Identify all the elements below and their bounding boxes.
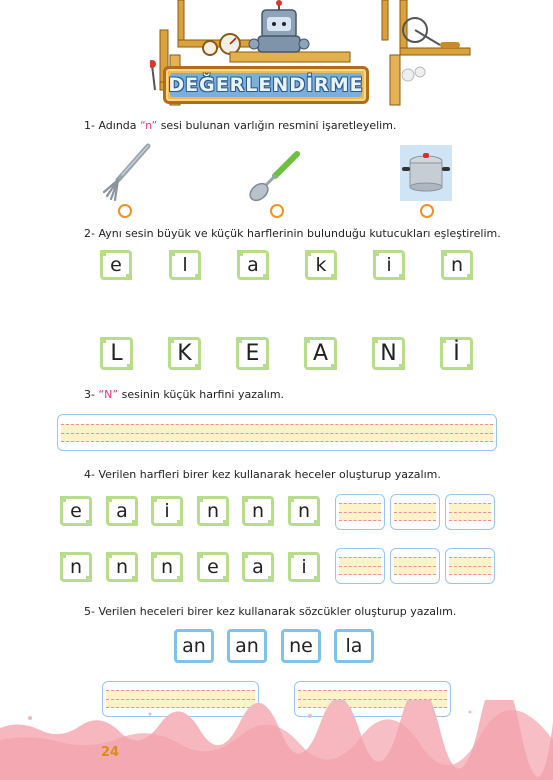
syllable-write-box[interactable]	[335, 548, 385, 584]
letter-box: n	[288, 496, 320, 526]
syllable-write-box[interactable]	[390, 548, 440, 584]
lowercase-box[interactable]: a	[237, 250, 269, 280]
question-4: 4- Verilen harfleri birer kez kullanarak heceler oluşturup yazalım.	[84, 468, 441, 481]
syllable-box: an	[227, 629, 267, 663]
question-1: 1- Adında “n” sesi bulunan varlığın resmini işaretleyelim.	[84, 119, 397, 132]
letter-box: n	[151, 552, 183, 582]
header-banner	[150, 0, 480, 108]
letter-box: e	[197, 552, 229, 582]
question-2: 2- Aynı sesin büyük ve küçük harflerinin bulunduğu kutucukları eşleştirelim.	[84, 227, 501, 240]
syllable-box: ne	[281, 629, 321, 663]
letter-box: e	[60, 496, 92, 526]
uppercase-box[interactable]: K	[168, 337, 201, 370]
letter-box: n	[242, 496, 274, 526]
lowercase-box[interactable]: k	[305, 250, 337, 280]
syllable-write-box[interactable]	[390, 494, 440, 530]
letter-box: n	[60, 552, 92, 582]
syllable-write-box[interactable]	[445, 494, 495, 530]
page-title: DEĞERLENDİRME	[168, 74, 364, 96]
question-5: 5- Verilen heceleri birer kez kullanarak sözcükler oluşturup yazalım.	[84, 605, 457, 618]
lowercase-box[interactable]: l	[169, 250, 201, 280]
question-3: 3- “N” sesinin küçük harfini yazalım.	[84, 388, 285, 401]
lowercase-box[interactable]: e	[100, 250, 132, 280]
letter-box: n	[106, 552, 138, 582]
syllable-box: la	[334, 629, 374, 663]
page-number: 24	[101, 745, 120, 760]
answer-circle-spoon[interactable]	[270, 204, 284, 218]
title-plate	[163, 66, 369, 104]
fork-icon	[96, 142, 154, 204]
uppercase-box[interactable]: İ	[440, 337, 473, 370]
letter-box: i	[288, 552, 320, 582]
writing-line-q3[interactable]	[57, 414, 497, 451]
uppercase-box[interactable]: A	[304, 337, 337, 370]
uppercase-box[interactable]: E	[236, 337, 269, 370]
answer-circle-pot[interactable]	[420, 204, 434, 218]
uppercase-box[interactable]: L	[100, 337, 133, 370]
spoon-icon	[245, 148, 303, 206]
syllable-box: an	[174, 629, 214, 663]
uppercase-box[interactable]: N	[372, 337, 405, 370]
footer-decoration	[0, 700, 553, 780]
lowercase-box[interactable]: n	[441, 250, 473, 280]
syllable-write-box[interactable]	[445, 548, 495, 584]
syllable-write-box[interactable]	[335, 494, 385, 530]
answer-circle-fork[interactable]	[118, 204, 132, 218]
pot-icon	[400, 145, 452, 201]
letter-box: i	[151, 496, 183, 526]
lowercase-box[interactable]: i	[373, 250, 405, 280]
letter-box: n	[197, 496, 229, 526]
letter-box: a	[106, 496, 138, 526]
letter-box: a	[242, 552, 274, 582]
